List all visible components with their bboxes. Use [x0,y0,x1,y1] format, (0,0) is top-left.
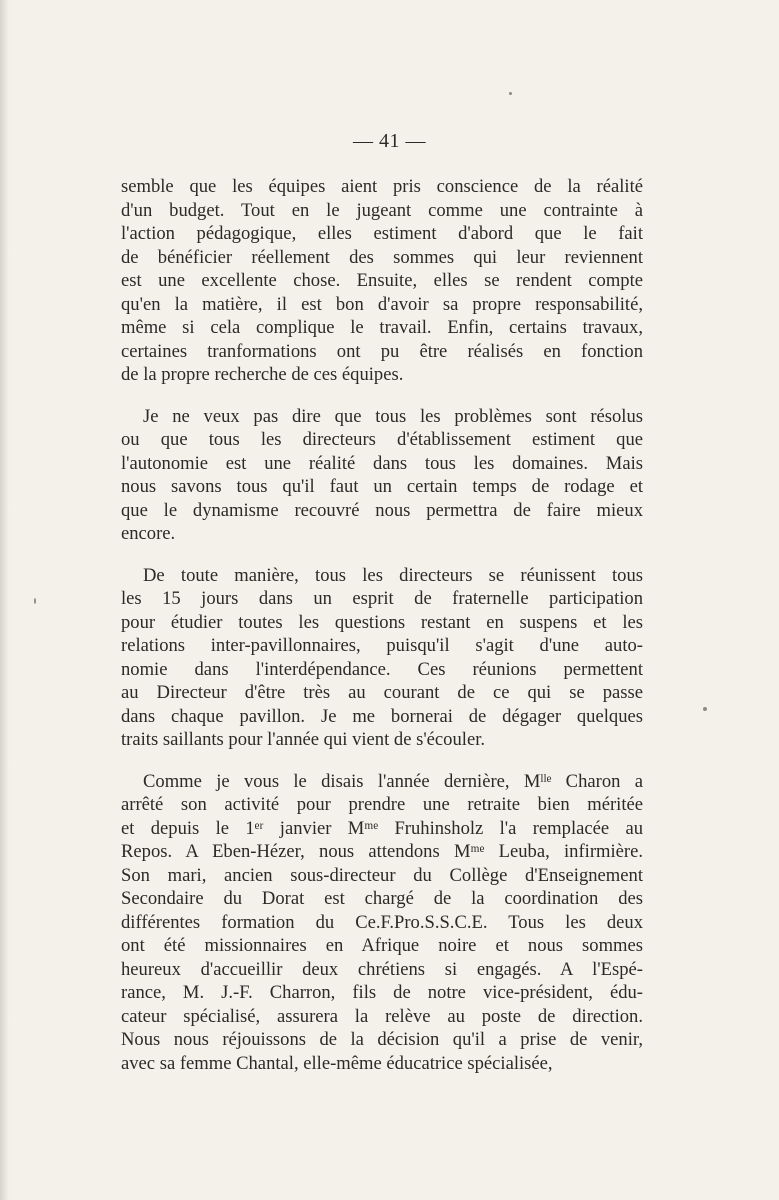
text-line: l'autonomie est une réalité dans tous les domaines. Mais [121,452,643,474]
text-line: dans chaque pavillon. Je me bornerai de dégager quelques [121,705,643,727]
text-line: de la propre recherche de ces équipes. [121,364,404,385]
page-edge-shadow [0,0,9,1200]
text-line: Comme je vous le disais l'année dernière, Mˡˡᵉ Charon a [143,770,643,792]
text-line: l'action pédagogique, elles estiment d'abord que le fait [121,223,643,244]
text-line: ont été missionnaires en Afrique noire et nous sommes [121,935,643,956]
text-line: Nous nous réjouissons de la décision qu'il a prise de venir, [121,1029,643,1050]
text-line: rance, M. J.-F. Charron, fils de notre vice-président, édu- [121,982,643,1003]
text-line: relations inter-pavillonnaires, puisqu'il s'agit d'une auto- [121,635,643,656]
text-line: nous savons tous qu'il faut un certain temps de rodage et [121,476,643,497]
text-line: encore. [121,523,176,544]
text-line: nomie dans l'interdépendance. Ces réunions permettent [121,658,643,680]
page-number: — 41 — [353,130,426,152]
paper-speck [703,707,707,711]
text-line: De toute manière, tous les directeurs se réunissent tous [143,564,643,586]
text-line: même si cela complique le travail. Enfin, certains travaux, [121,317,643,338]
paper-speck [34,598,36,604]
paragraph-staff-changes [121,770,643,1076]
text-line: différentes formation du Ce.F.Pro.S.S.C.E. Tous les deux [121,911,643,933]
text-line: est une excellente chose. Ensuite, elles se rendent compte [121,270,643,291]
text-line: avec sa femme Chantal, elle-même éducatrice spécialisée, [121,1052,553,1074]
text-line: heureux d'accueillir deux chrétiens si engagés. A l'Espé- [121,958,643,980]
text-line: pour étudier toutes les questions restant en suspens et les [121,611,643,633]
text-line: Secondaire du Dorat est chargé de la coordination des [121,888,643,909]
body-text [121,175,643,1093]
text-line: et depuis le 1ᵉʳ janvier Mᵐᵉ Fruhinsholz l'a remplacée au [121,817,643,839]
text-line: certaines tranformations ont pu être réalisés en fonction [121,340,643,362]
text-line: Je ne veux pas dire que tous les problèmes sont résolus [143,405,643,427]
paragraph-budget [121,175,643,387]
text-line: traits saillants pour l'année qui vient de s'écouler. [121,729,486,750]
text-line: de bénéficier réellement des sommes qui leur reviennent [121,246,643,268]
text-line: au Directeur d'être très au courant de ce qui se passe [121,682,643,703]
text-line: Repos. A Eben-Hézer, nous attendons Mᵐᵉ Leuba, infirmière. [121,841,643,862]
text-line: que le dynamisme recouvré nous permettra de faire mieux [121,499,643,521]
text-line: Son mari, ancien sous-directeur du Collège d'Enseignement [121,864,643,886]
paper-speck [509,92,512,95]
text-line: arrêté son activité pour prendre une retraite bien méritée [121,794,643,815]
text-line: qu'en la matière, il est bon d'avoir sa propre responsabilité, [121,293,643,315]
text-line: les 15 jours dans un esprit de fraternelle participation [121,588,643,609]
text-line: d'un budget. Tout en le jugeant comme une contrainte à [121,199,643,221]
text-line: semble que les équipes aient pris conscience de la réalité [121,176,643,197]
paragraph-meetings [121,564,643,752]
paragraph-problems [121,405,643,546]
text-line: ou que tous les directeurs d'établissement estiment que [121,429,643,450]
text-line: cateur spécialisé, assurera la relève au poste de direction. [121,1005,643,1027]
